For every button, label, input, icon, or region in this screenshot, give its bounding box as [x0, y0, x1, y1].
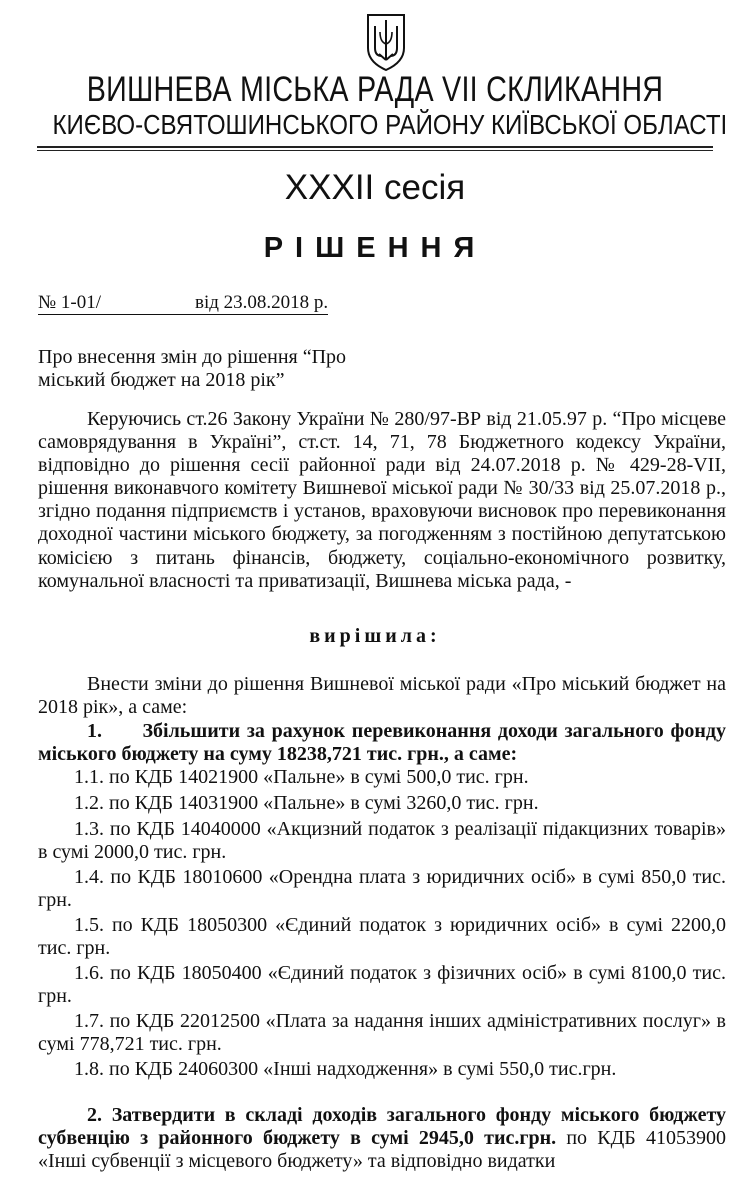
- header-divider-thin: [37, 150, 713, 151]
- list-item: 1.2. по КДБ 14031900 «Пальне» в сумі 3260,0 тис. грн.: [74, 792, 539, 814]
- list-item: 1.6. по КДБ 18050400 «Єдиний податок з фізичних осіб» в сумі 8100,0 тис. грн.: [38, 962, 726, 1008]
- section-1-number: 1.: [87, 720, 102, 742]
- list-item: 1.5. по КДБ 18050300 «Єдиний податок з юридичних осіб» в сумі 2200,0 тис. грн.: [38, 914, 726, 960]
- list-item: 1.1. по КДБ 14021900 «Пальне» в сумі 500,0 тис. грн.: [74, 766, 529, 788]
- document-number-line: [38, 292, 328, 315]
- list-item: 1.3. по КДБ 14040000 «Акцизний податок з реалізації підакцизних товарів» в сумі 2000,0 тис. грн.: [38, 818, 726, 864]
- council-subtitle: КИЄВО-СВЯТОШИНСЬКОГО РАЙОНУ КИЇВСЬКОЇ ОБЛАСТІ: [52, 109, 728, 140]
- header-divider-thick: [37, 146, 713, 148]
- decision-title: РІШЕННЯ: [263, 232, 487, 264]
- resolved-heading: вирішила:: [309, 625, 441, 647]
- list-item: 1.7. по КДБ 22012500 «Плата за надання інших адміністративних послуг» в сумі 778,721 тис. грн.: [38, 1010, 726, 1056]
- session-title: XXXII сесія: [284, 168, 466, 207]
- document-number: № 1-01/: [38, 292, 101, 313]
- section-1-text: Збільшити за рахунок перевиконання доходи загального фонду міського бюджету на суму 18238,721 тис. грн., а саме:: [38, 720, 726, 766]
- preamble-paragraph: Керуючись ст.26 Закону України № 280/97-ВР від 21.05.97 р. “Про місцеве самоврядування в Україні”, ст.ст. 14, 71, 78 Бюджетного кодексу України, відповідно до рішення сесії районної ради від 24.07.2018 р. № 429-28-VII, рішення виконавчого комітету Вишневої міської ради № 30/33 від 25.07.2018 р., згідно подання підприємств і установ, враховуючи висновок про перевиконання доходної частини міського бюджету, за погодженням з постійною депутатською комісією з питань фінансів, бюджету, соціально-економічного розвитку, комунальної власності та приватизації, Вишнева міська рада, -: [38, 408, 726, 592]
- list-item: 1.4. по КДБ 18010600 «Орендна плата з юридичних осіб» в сумі 850,0 тис. грн.: [38, 866, 726, 912]
- list-item: 1.8. по КДБ 24060300 «Інші надходження» в сумі 550,0 тис.грн.: [74, 1058, 617, 1080]
- intro-paragraph: Внести зміни до рішення Вишневої міської ради «Про міський бюджет на 2018 рік», а саме:: [38, 673, 726, 719]
- document-date: від 23.08.2018 р.: [194, 292, 329, 313]
- section-2-text: по КДБ 41053900 «Інші субвенції з місцевого бюджету» та відповідно видатки: [38, 1127, 726, 1173]
- coat-of-arms-icon: [364, 12, 408, 72]
- document-subject: Про внесення змін до рішення “Про міський бюджет на 2018 рік”: [38, 346, 347, 391]
- council-title: ВИШНЕВА МІСЬКА РАДА VII СКЛИКАННЯ: [86, 70, 664, 109]
- section-2-bold-text: 2. Затвердити в складі доходів загального фонду міського бюджету субвенцію з районного бюджету в сумі 2945,0 тис.грн.: [38, 1104, 726, 1150]
- section-1-heading: [38, 720, 726, 766]
- section-2-paragraph: [38, 1104, 726, 1173]
